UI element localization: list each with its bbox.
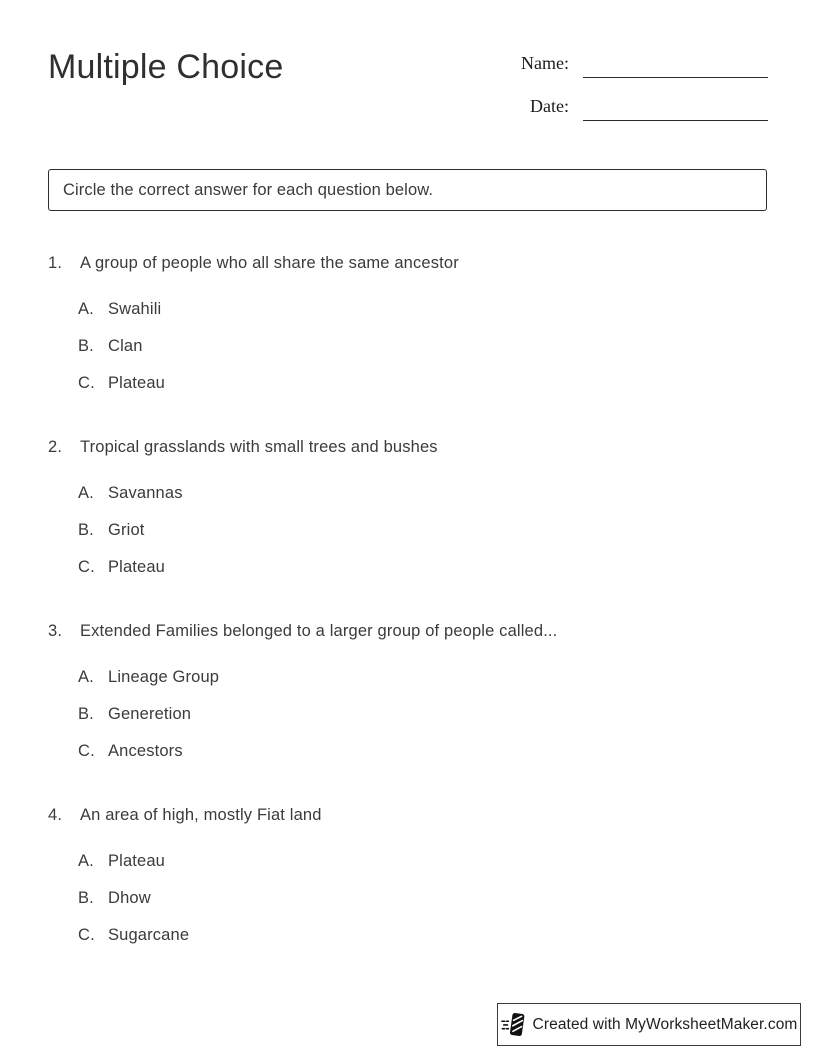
option-text: Lineage Group (108, 668, 220, 686)
question-number: 1. (48, 254, 63, 272)
date-label: Date: (530, 96, 569, 116)
name-date-block (498, 48, 768, 134)
option-text: Savannas (108, 484, 183, 502)
option-letter: B. (78, 521, 94, 539)
option-letter: A. (78, 852, 94, 870)
question-block (48, 437, 768, 577)
option-text: Plateau (108, 852, 166, 870)
answer-option[interactable] (78, 520, 768, 540)
answer-option[interactable] (78, 299, 768, 319)
option-text: Plateau (108, 558, 166, 576)
question-block (48, 253, 768, 393)
option-text: Ancestors (108, 742, 183, 760)
question-block (48, 805, 768, 945)
option-letter: C. (78, 558, 95, 576)
name-input-line[interactable] (583, 77, 768, 78)
question-text: Extended Families belonged to a larger group of people called... (80, 622, 558, 640)
option-letter: B. (78, 889, 94, 907)
instructions-box (48, 169, 767, 211)
name-field-row (498, 48, 768, 78)
option-text: Swahili (108, 300, 162, 318)
question-row (48, 437, 768, 457)
answer-option[interactable] (78, 373, 768, 393)
date-field-row (498, 91, 768, 121)
option-text: Plateau (108, 374, 166, 392)
name-label: Name: (521, 53, 569, 73)
option-text: Sugarcane (108, 926, 190, 944)
answer-option[interactable] (78, 851, 768, 871)
option-letter: A. (78, 484, 94, 502)
option-list (78, 851, 768, 945)
answer-option[interactable] (78, 888, 768, 908)
question-list (48, 253, 768, 989)
answer-option[interactable] (78, 925, 768, 945)
option-letter: C. (78, 742, 95, 760)
option-list (78, 483, 768, 577)
question-row (48, 253, 768, 273)
date-input-line[interactable] (583, 120, 768, 121)
answer-option[interactable] (78, 667, 768, 687)
page-title: Multiple Choice (48, 48, 284, 86)
question-text: A group of people who all share the same ancestor (80, 254, 459, 272)
answer-option[interactable] (78, 741, 768, 761)
question-row (48, 805, 768, 825)
question-text: Tropical grasslands with small trees and bushes (80, 438, 438, 456)
option-text: Griot (108, 521, 145, 539)
answer-option[interactable] (78, 557, 768, 577)
option-letter: C. (78, 926, 95, 944)
option-text: Dhow (108, 889, 151, 907)
question-number: 2. (48, 438, 63, 456)
question-number: 4. (48, 806, 63, 824)
option-text: Clan (108, 337, 143, 355)
option-letter: B. (78, 705, 94, 723)
option-text: Generetion (108, 705, 192, 723)
option-letter: B. (78, 337, 94, 355)
footer-credit-badge[interactable] (497, 1003, 801, 1046)
flying-worksheet-icon (501, 1011, 525, 1038)
question-text: An area of high, mostly Fiat land (80, 806, 322, 824)
question-row (48, 621, 768, 641)
option-list (78, 299, 768, 393)
footer-credit-text: Created with MyWorksheetMaker.com (532, 1015, 798, 1033)
answer-option[interactable] (78, 483, 768, 503)
question-number: 3. (48, 622, 63, 640)
answer-option[interactable] (78, 336, 768, 356)
answer-option[interactable] (78, 704, 768, 724)
option-letter: A. (78, 300, 94, 318)
option-letter: C. (78, 374, 95, 392)
instructions-text: Circle the correct answer for each question below. (63, 180, 434, 199)
option-list (78, 667, 768, 761)
question-block (48, 621, 768, 761)
option-letter: A. (78, 668, 94, 686)
